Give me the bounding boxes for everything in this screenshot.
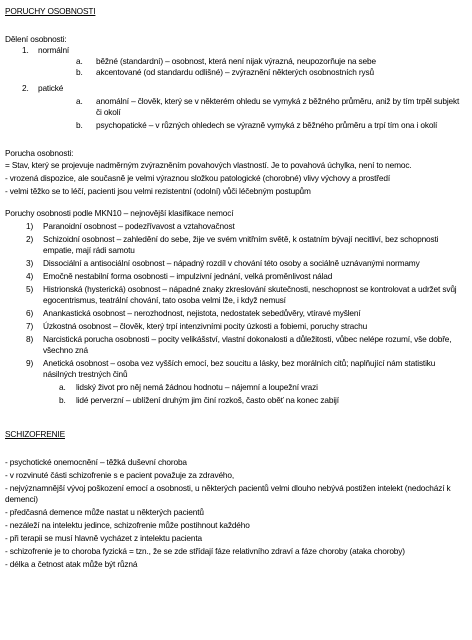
list-item: 9) Anetická osobnost – osoba vez vyšších emocí, bez soucitu a lásky, bez morálních citů; naplňující nám statistiku násilných trestných činů (26, 358, 436, 379)
sub-list-item: b. akcentované (od standardu odlišné) – zvýraznění některých osobnostních rysů (76, 67, 374, 77)
sub-list-item: a. anomální – člověk, který se v některém ohledu se vymyká z běžného průměru, aniž by tím trpěl subjekt či okolí (76, 96, 460, 117)
list-item: 1. normální (22, 45, 70, 55)
list-item: 2. patické (22, 83, 64, 93)
deleni-list (5, 45, 464, 131)
list-item-label: patické (38, 83, 64, 93)
list-item: 6) Anankastická osobnost – nerozhodnost, nejistota, nedostatek sebedůvěry, vtíravé myšlení (26, 308, 361, 318)
sub-list-item: a. běžné (standardní) – osobnost, která není nijak výrazná, neupozorňuje na sebe (76, 56, 376, 66)
sub-list-item: b. psychopatické – v různých ohledech se výrazně vymyká z běžného průměru a trpí tím ona i okolí (76, 120, 438, 130)
section-heading-deleni: Dělení osobnosti: (5, 34, 67, 44)
paragraph-line: - nejvýznamnější vývoj poškození emocí a osobnosti, u některých pacientů velmi dlouho nebývá postižen intelekt (nedochází k demenci) (5, 483, 451, 504)
list-item: 5) Histrionská (hysterická) osobnost – nápadné znaky zkreslování skutečnosti, neschopnost se kontrolovat a udržet svůj egocentrismus, teatrální chování, tato osoba velmi lže, i když nemusí (26, 284, 457, 305)
paragraph-line: - délka a četnost atak může být různá (5, 559, 138, 569)
paragraph-line: - při terapii se musí hlavně vycházet z intelektu pacienta (5, 533, 202, 543)
paragraph-line: - psychotické onemocnění – těžká duševní choroba (5, 457, 187, 467)
list-item: 1) Paranoidní osobnost – podezřívavost a vztahovačnost (26, 221, 235, 231)
paragraph-line: - předčasná demence může nastat u některých pacientů (5, 507, 204, 517)
list-item: 7) Úzkostná osobnost – člověk, který trpí intenzivními pocity úzkosti a fobiemi, poruchy strachu (26, 321, 368, 331)
list-item: 3) Dissociální a antisociální osobnost – nápadný rozdíl v chování této osoby a sociálně uznávanými normamy (26, 258, 420, 268)
sub-list-item: a. lidský život pro něj nemá žádnou hodnotu – nájemní a loupežní vrazi (59, 382, 318, 392)
section-heading-schizofrenie: SCHIZOFRENIE (5, 429, 65, 439)
list-item-label: normální (38, 45, 70, 55)
section-heading-mkn: Poruchy osobnosti podle MKN10 – nejnovější klasifikace nemocí (5, 208, 234, 218)
section-heading-porucha: Porucha osobnosti: (5, 148, 74, 158)
paragraph-line: - schizofrenie je to choroba fyzická = tzn., že se zde střídají fáze relativního zdraví a fáze choroby (ataka choroby) (5, 546, 405, 556)
list-item: 4) Emočně nestabilní forma osobnosti – impulzivní jednání, velká proměnlivost nálad (26, 271, 333, 281)
paragraph-line: - velmi těžko se to léčí, pacienti jsou velmi rezistentní (odolní) vůči léčebným postupům (5, 186, 311, 196)
paragraph-line: = Stav, který se projevuje nadměrným zvýrazněním povahových vlastností. Je to povahová úchylka, není to nemoc. (5, 160, 412, 170)
paragraph-line: - v rozvinuté části schizofrenie s e pacient považuje za zdravého, (5, 470, 234, 480)
list-item: 8) Narcistická porucha osobnosti – pocity velikášství, vlastní dokonalosti a důležitosti, vůbec nelépe rozumí, vše dobře, všechno zná (26, 334, 452, 355)
list-item: 2) Schizoidní osobnost – zahledění do sebe, žije ve svém vnitřním světě, k ostatním bývají necitliví, bez schopnosti empatie, mají rádi samotu (26, 234, 439, 255)
paragraph-line: - nezáleží na intelektu jedince, schizofrenie může postihnout každého (5, 520, 250, 530)
mkn-list (5, 221, 464, 406)
document-title: PORUCHY OSOBNOSTI (5, 6, 96, 16)
sub-list-item: b. lidé perverzní – ublížení druhým jim činí rozkoš, často oběť na konec zabijí (59, 395, 339, 405)
paragraph-line: - vrozená dispozice, ale současně je velmi výraznou složkou patologické (chorobné) vlivy výchovy a prostředí (5, 173, 391, 183)
